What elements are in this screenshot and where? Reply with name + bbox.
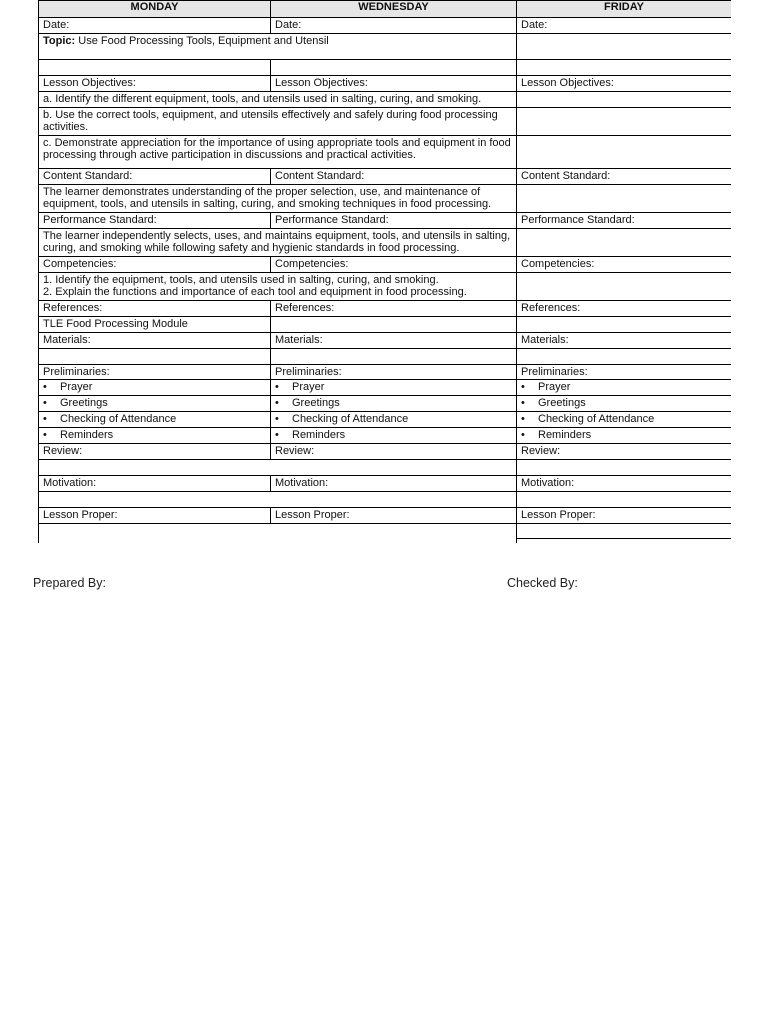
objective-row: [39, 107, 732, 135]
friday-date-label: Date:: [517, 18, 732, 34]
monday-lesson-proper-label: Lesson Proper:: [39, 507, 271, 523]
blank-cell: [517, 135, 732, 168]
topic-cell: [39, 34, 517, 60]
monday-preliminaries-label: Preliminaries:: [39, 364, 271, 380]
friday-preliminary-attendance: • Checking of Attendance: [517, 412, 732, 428]
friday-performance-label: Performance Standard:: [517, 212, 732, 228]
monday-preliminary-attendance: • Checking of Attendance: [39, 412, 271, 428]
monday-review-label: Review:: [39, 444, 271, 460]
objectives-label-row: [39, 76, 732, 92]
review-label-row: [39, 444, 732, 460]
wednesday-preliminary-greetings: • Greetings: [271, 396, 517, 412]
date-row: [39, 18, 732, 34]
competencies-row: [39, 272, 732, 300]
lesson-proper-row: [39, 523, 732, 538]
wednesday-objectives-label: Lesson Objectives:: [271, 76, 517, 92]
monday-competencies-label: Competencies:: [39, 256, 271, 272]
content-standard-text: The learner demonstrates understanding of the proper selection, use, and maintenance of equipment, tools, and utensils in salting, curing, and smoking techniques in food processing.: [39, 184, 517, 212]
objective-c: c. Demonstrate appreciation for the importance of using appropriate tools and equipment in food processing through active participation in discussions and practical activities.: [39, 135, 517, 168]
competencies-label-row: [39, 256, 732, 272]
wednesday-competencies-label: Competencies:: [271, 256, 517, 272]
blank-cell: [271, 316, 517, 332]
monday-preliminary-prayer: • Prayer: [39, 380, 271, 396]
preliminaries-label-row: [39, 364, 732, 380]
lesson-plan-sheet: [38, 0, 731, 543]
reference-text: TLE Food Processing Module: [39, 316, 271, 332]
objective-a: a. Identify the different equipment, tools, and utensils used in salting, curing, and smoking.: [39, 91, 517, 107]
wednesday-references-label: References:: [271, 300, 517, 316]
performance-standard-text: The learner independently selects, uses, and maintains equipment, tools, and utensils in salting, curing, and smoking while following safety and hygienic standards in food processing.: [39, 228, 517, 256]
preliminary-row: [39, 380, 732, 396]
friday-objectives-label: Lesson Objectives:: [517, 76, 732, 92]
blank-cell: [517, 523, 732, 538]
wednesday-performance-label: Performance Standard:: [271, 212, 517, 228]
preliminary-row: [39, 412, 732, 428]
references-label-row: [39, 300, 732, 316]
friday-review-label: Review:: [517, 444, 732, 460]
monday-materials-label: Materials:: [39, 332, 271, 348]
monday-preliminary-greetings: • Greetings: [39, 396, 271, 412]
spacer-row: [39, 60, 732, 76]
friday-motivation-label: Motivation:: [517, 475, 732, 491]
objective-row: [39, 91, 732, 107]
column-header-monday: MONDAY: [39, 1, 271, 18]
competency-1: 1. Identify the equipment, tools, and utensils used in salting, curing, and smoking.: [43, 273, 439, 286]
wednesday-materials-label: Materials:: [271, 332, 517, 348]
monday-performance-label: Performance Standard:: [39, 212, 271, 228]
blank-cell: [517, 459, 732, 475]
blank-cell: [517, 91, 732, 107]
blank-cell: [517, 538, 732, 543]
lesson-proper-cell: [39, 523, 517, 543]
blank-cell: [39, 491, 517, 507]
header-row: [39, 1, 732, 18]
wednesday-preliminary-attendance: • Checking of Attendance: [271, 412, 517, 428]
blank-cell: [517, 272, 732, 300]
blank-cell: [39, 348, 271, 364]
blank-cell: [39, 60, 271, 76]
competencies-cell: [39, 272, 517, 300]
blank-cell: [517, 348, 732, 364]
monday-references-label: References:: [39, 300, 271, 316]
topic-text: Use Food Processing Tools, Equipment and Utensil: [78, 35, 329, 47]
wednesday-lesson-proper-label: Lesson Proper:: [271, 507, 517, 523]
blank-cell: [517, 228, 732, 256]
monday-date-label: Date:: [39, 18, 271, 34]
competency-2: 2. Explain the functions and importance of each tool and equipment in food processing.: [43, 286, 467, 298]
motivation-row: [39, 491, 732, 507]
monday-objectives-label: Lesson Objectives:: [39, 76, 271, 92]
review-row: [39, 459, 732, 475]
friday-content-label: Content Standard:: [517, 168, 732, 184]
column-header-friday: FRIDAY: [517, 1, 732, 18]
content-standard-row: [39, 184, 732, 212]
monday-content-label: Content Standard:: [39, 168, 271, 184]
wednesday-preliminary-reminders: • Reminders: [271, 428, 517, 444]
checked-by-label: Checked By:: [507, 576, 578, 590]
blank-cell: [39, 459, 517, 475]
references-row: [39, 316, 732, 332]
lesson-plan-table: [38, 0, 731, 543]
content-standard-label-row: [39, 168, 732, 184]
objective-row: [39, 135, 732, 168]
topic-label: Topic:: [43, 35, 76, 47]
monday-preliminary-reminders: • Reminders: [39, 428, 271, 444]
prepared-by-label: Prepared By:: [33, 576, 106, 590]
friday-materials-label: Materials:: [517, 332, 732, 348]
blank-cell: [517, 316, 732, 332]
friday-preliminary-greetings: • Greetings: [517, 396, 732, 412]
column-header-wednesday: WEDNESDAY: [271, 1, 517, 18]
wednesday-motivation-label: Motivation:: [271, 475, 517, 491]
motivation-label-row: [39, 475, 732, 491]
wednesday-content-label: Content Standard:: [271, 168, 517, 184]
wednesday-date-label: Date:: [271, 18, 517, 34]
friday-competencies-label: Competencies:: [517, 256, 732, 272]
wednesday-review-label: Review:: [271, 444, 517, 460]
performance-standard-label-row: [39, 212, 732, 228]
preliminary-row: [39, 396, 732, 412]
materials-row: [39, 348, 732, 364]
topic-row: [39, 34, 732, 60]
friday-preliminary-reminders: • Reminders: [517, 428, 732, 444]
blank-cell: [517, 184, 732, 212]
wednesday-preliminary-prayer: • Prayer: [271, 380, 517, 396]
blank-cell: [517, 60, 732, 76]
lesson-proper-label-row: [39, 507, 732, 523]
monday-motivation-label: Motivation:: [39, 475, 271, 491]
materials-label-row: [39, 332, 732, 348]
friday-topic-cell: [517, 34, 732, 60]
blank-cell: [517, 107, 732, 135]
blank-cell: [271, 348, 517, 364]
blank-cell: [271, 60, 517, 76]
objective-b: b. Use the correct tools, equipment, and utensils effectively and safely during food processing activities.: [39, 107, 517, 135]
friday-lesson-proper-label: Lesson Proper:: [517, 507, 732, 523]
friday-preliminaries-label: Preliminaries:: [517, 364, 732, 380]
performance-standard-row: [39, 228, 732, 256]
blank-cell: [517, 491, 732, 507]
wednesday-preliminaries-label: Preliminaries:: [271, 364, 517, 380]
preliminary-row: [39, 428, 732, 444]
friday-preliminary-prayer: • Prayer: [517, 380, 732, 396]
friday-references-label: References:: [517, 300, 732, 316]
